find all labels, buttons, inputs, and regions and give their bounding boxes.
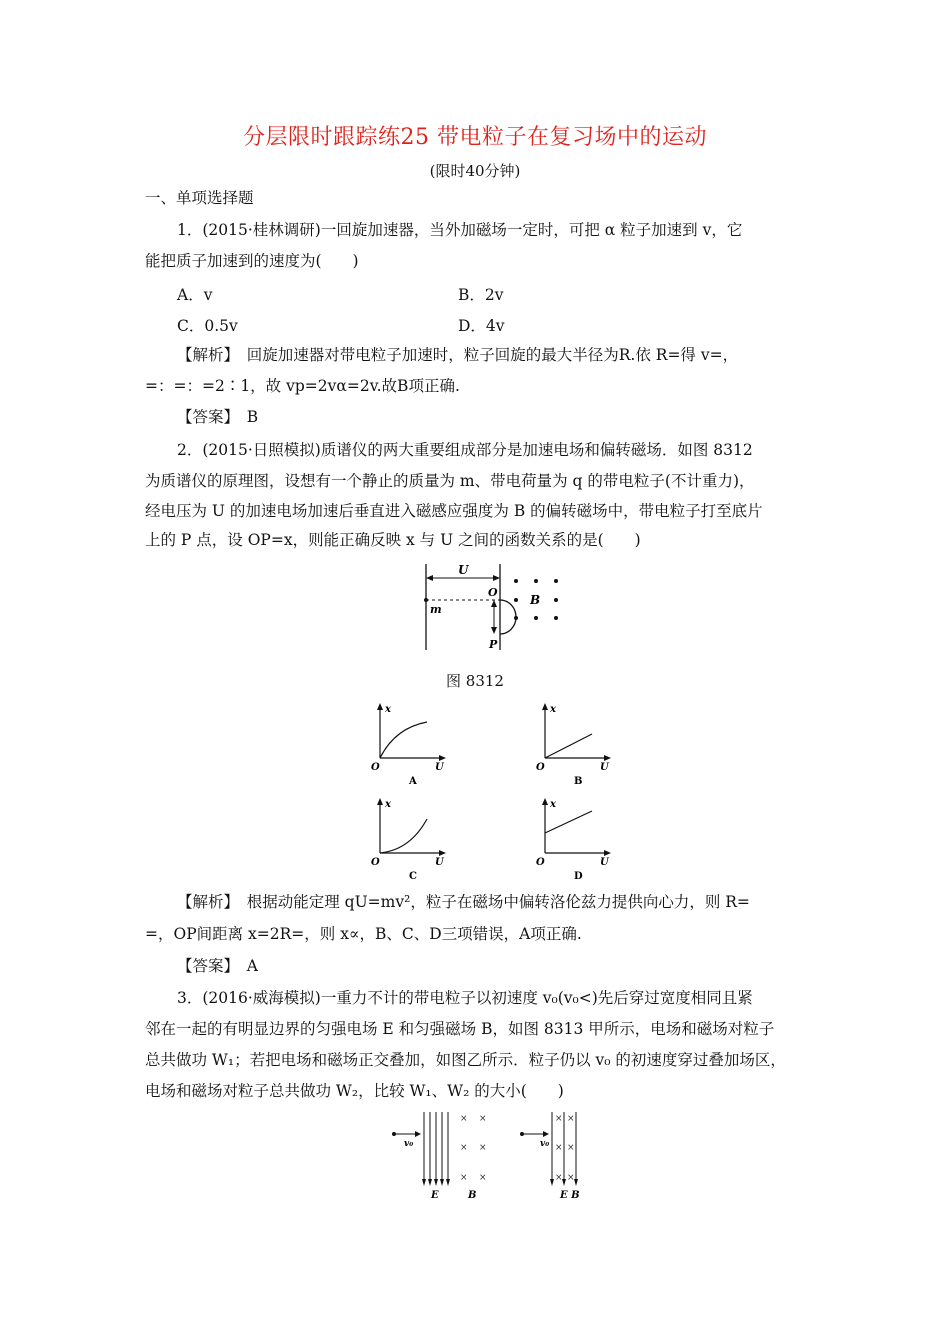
figure-yi-eb-label: E B — [560, 1190, 580, 1201]
graph-c-y-label: x — [385, 799, 391, 810]
figure-8313-separate-fields — [390, 1110, 500, 1202]
q2-stem-line4: 上的 P 点，设 OP=x，则能正确反映 x 与 U 之间的函数关系的是( ) — [145, 531, 641, 549]
q1-option-c: C．0.5v — [177, 317, 238, 335]
figure-label-o: O — [488, 586, 498, 599]
q3-stem-line4: 电场和磁场对粒子总共做功 W₂，比较 W₁、W₂ 的大小( ) — [145, 1082, 564, 1100]
q2-analysis-line2: =，OP间距离 x=2R=，则 x∝，B、C、D三项错误，A项正确. — [145, 925, 582, 943]
svg-text:×: × — [567, 1143, 575, 1153]
q1-analysis-line1: 【解析】 回旋加速器对带电粒子加速时，粒子回旋的最大半径为R.依 R=得 v=， — [177, 346, 739, 364]
svg-text:×: × — [567, 1173, 575, 1183]
figure-jia-b-label: B — [468, 1190, 477, 1201]
figure-label-m: m — [430, 603, 442, 616]
figure-label-b: B — [530, 593, 541, 607]
figure-8313-superposed-fields — [518, 1110, 608, 1202]
graph-d-y-label: x — [550, 799, 556, 810]
graph-b-label: B — [574, 776, 583, 787]
q1-stem-line2: 能把质子加速到的速度为( ) — [145, 252, 359, 270]
svg-text:×: × — [555, 1114, 563, 1124]
q1-answer: 【答案】 B — [177, 408, 259, 426]
q3-stem-line1: 3．(2016·威海模拟)一重力不计的带电粒子以初速度 v₀(v₀<)先后穿过宽度相同且紧 — [177, 989, 753, 1007]
graph-b-origin-label: O — [536, 762, 545, 773]
svg-text:×: × — [479, 1143, 487, 1153]
svg-text:×: × — [555, 1173, 563, 1183]
q1-analysis-line2: =：=：=2∶1，故 vp=2vα=2v.故B项正确. — [145, 377, 460, 395]
svg-text:×: × — [555, 1143, 563, 1153]
graph-option-d — [530, 795, 620, 885]
graph-d-label: D — [574, 871, 583, 882]
graph-a-y-label: x — [385, 704, 391, 715]
time-limit: (限时40分钟) — [429, 162, 521, 180]
graph-option-c — [365, 795, 455, 885]
q3-stem-line3: 总共做功 W₁；若把电场和磁场正交叠加，如图乙所示．粒子仍以 v₀ 的初速度穿过叠加场区， — [145, 1051, 786, 1069]
graph-c-label: C — [409, 871, 417, 882]
graph-d-origin-label: O — [536, 857, 545, 868]
section-heading: 一、单项选择题 — [145, 189, 254, 207]
graph-c-x-label: U — [435, 857, 444, 868]
q1-stem-line1: 1．(2015·桂林调研)一回旋加速器，当外加磁场一定时，可把 α 粒子加速到 v，它 — [177, 221, 743, 239]
graph-a-x-label: U — [435, 762, 444, 773]
q2-stem-line2: 为质谱仪的原理图，设想有一个静止的质量为 m、带电荷量为 q 的带电粒子(不计重力)， — [145, 472, 755, 490]
svg-text:×: × — [460, 1173, 468, 1183]
q3-stem-line2: 邻在一起的有明显边界的匀强电场 E 和匀强磁场 B，如图 8313 甲所示，电场和磁场对粒子 — [145, 1020, 775, 1038]
figure-8312-caption: 图 8312 — [446, 672, 504, 690]
svg-text:×: × — [460, 1114, 468, 1124]
graph-a-origin-label: O — [371, 762, 380, 773]
graph-b-x-label: U — [600, 762, 609, 773]
q2-analysis-line1: 【解析】 根据动能定理 qU=mv²，粒子在磁场中偏转洛伦兹力提供向心力，则 R= — [177, 893, 750, 911]
figure-yi-v0-label: v₀ — [540, 1139, 550, 1149]
graph-a-label: A — [409, 776, 417, 787]
figure-jia-e-label: E — [431, 1190, 439, 1201]
q2-answer: 【答案】 A — [177, 957, 258, 975]
mass-spectrometer-figure — [410, 560, 580, 660]
figure-jia-v0-label: v₀ — [404, 1139, 414, 1149]
figure-label-p: P — [489, 638, 498, 651]
svg-text:×: × — [460, 1143, 468, 1153]
magnetic-field-crosses — [460, 1114, 487, 1183]
page-title: 分层限时跟踪练25 带电粒子在复习场中的运动 — [243, 125, 707, 150]
graph-c-origin-label: O — [371, 857, 380, 868]
graph-d-x-label: U — [600, 857, 609, 868]
svg-text:×: × — [567, 1114, 575, 1124]
figure-label-u: U — [458, 563, 469, 577]
graph-option-a — [365, 700, 455, 790]
q1-option-d: D．4v — [458, 317, 505, 335]
svg-text:×: × — [479, 1173, 487, 1183]
svg-text:×: × — [479, 1114, 487, 1124]
graph-option-b — [530, 700, 620, 790]
graph-b-y-label: x — [550, 704, 556, 715]
q2-stem-line1: 2．(2015·日照模拟)质谱仪的两大重要组成部分是加速电场和偏转磁场．如图 8312 — [177, 441, 753, 459]
q1-option-a: A．v — [177, 286, 213, 304]
q1-option-b: B．2v — [458, 286, 504, 304]
q2-stem-line3: 经电压为 U 的加速电场加速后垂直进入磁感应强度为 B 的偏转磁场中，带电粒子打至底片 — [145, 502, 763, 520]
